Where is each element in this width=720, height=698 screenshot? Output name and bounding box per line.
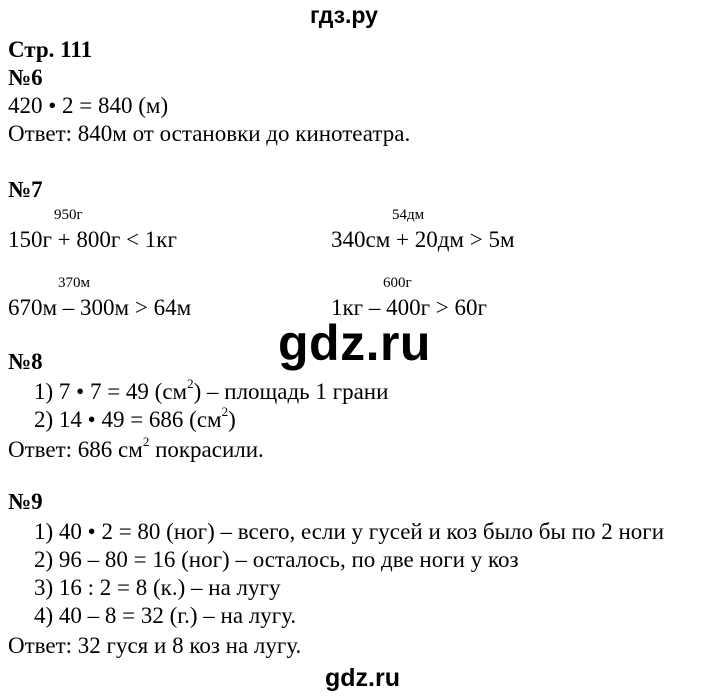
task7-expr-1: 150г + 800г < 1кг [8,227,177,252]
task8-answer-text: Ответ: 686 см [8,437,143,462]
watermark-top: гдз.ру [310,2,378,28]
task7-note-1: 950г [54,207,83,223]
task8-step-1-rest: ) – площадь 1 грани [193,379,389,404]
task8-step-2-rest: ) [228,407,236,432]
task9-step-3: 3) 16 : 2 = 8 (к.) – на лугу [34,575,281,600]
task8-step-1 [34,378,388,406]
task8-step-2 [34,406,236,434]
task8-answer-exp: 2 [142,434,150,450]
task9-step-2: 2) 96 – 80 = 16 (ног) – осталось, по две ноги у коз [34,547,519,572]
task8-step-1-exp: 2 [187,376,194,392]
task7-note-2: 54дм [392,207,425,223]
task6-answer: Ответ: 840м от остановки до кинотеатра. [8,121,411,146]
task8-step-2-text: 2) 14 • 49 = 686 (см [34,407,222,432]
task8-number: №8 [8,349,43,374]
task8-step-1-text: 1) 7 • 7 = 49 (см [34,379,188,404]
task8-answer-rest: покрасили. [149,437,264,462]
task9-step-1: 1) 40 • 2 = 80 (ног) – всего, если у гусей и коз было бы по 2 ноги [34,519,665,544]
watermark-bottom: gdz.ru [325,664,400,692]
task9-answer: Ответ: 32 гуся и 8 коз на лугу. [8,633,302,658]
task7-note-3: 370м [58,275,90,291]
task9-step-4: 4) 40 – 8 = 32 (г.) – на лугу. [34,603,297,628]
page-title: Стр. 111 [8,37,93,62]
task6-number: №6 [8,65,43,90]
task7-expr-2: 340см + 20дм > 5м [331,227,515,252]
task8-answer [8,436,264,464]
task7-expr-3: 670м – 300м > 64м [8,295,192,320]
task7-number: №7 [8,177,43,202]
task9-number: №9 [8,489,43,514]
watermark-middle: gdz.ru [278,315,431,371]
task6-equation: 420 • 2 = 840 (м) [8,93,169,118]
task7-note-4: 600г [383,275,412,291]
task7-expr-4: 1кг – 400г > 60г [331,295,487,320]
task8-step-2-exp: 2 [221,404,229,420]
